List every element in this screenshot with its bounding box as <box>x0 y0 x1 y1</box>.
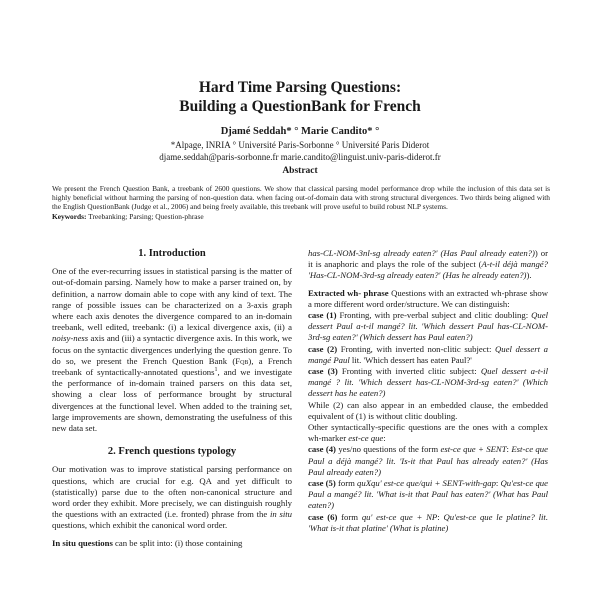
case-5-label: case (5) <box>308 478 336 489</box>
intro-text-d: , and we investigate the performance of in-domain trained parsers on this data set, showing a clear loss of performance brought by structural divergences at the functional level. When added to the training set, large improvements are shown, demonstrating the usefulness of this new data set. <box>52 367 293 434</box>
case-3 <box>308 366 548 400</box>
case-5 <box>308 478 548 512</box>
case-4 <box>308 444 548 478</box>
top-text-c: A-t-il déjà mangé? 'Has-CL-NOM-3rd-sg already eaten?' (Has he already eaten?) <box>308 259 548 281</box>
extracted-paragraph <box>308 288 548 310</box>
embed-paragraph: While (2) can also appear in an embedded clause, the embedded equivalent of (1) is without clitic doubling. <box>308 399 548 421</box>
extracted-label: Extracted wh- phrase <box>308 287 389 298</box>
case-1-text-b: Quel dessert Paul a-t-il mangé? lit. 'Which dessert Paul has-CL-NOM-3rd-sg eaten?' (Which dessert has Paul eaten?) <box>308 310 548 343</box>
typology-text-b: questions, which exhibit the canonical word order. <box>52 520 228 531</box>
case-6 <box>308 512 548 534</box>
authors: Djamé Seddah* ° Marie Candito* ° <box>220 126 380 137</box>
intro-heading: 1. Introduction <box>138 248 206 259</box>
right-top-paragraph <box>308 248 548 282</box>
case-4-text-c: : <box>506 444 512 455</box>
keywords-label: Keywords: <box>52 211 87 221</box>
case-3-text-b: Quel dessert a-t-il mangé ? lit. 'Which dessert has-CL-NOM-3rd-sg eaten?' (Which dessert has he eaten?) <box>308 366 548 399</box>
case-5-text-a: form <box>335 478 358 489</box>
abstract-text: We present the French Question Bank, a treebank of 2600 questions. We show that classical parsing model performance drop while the inclusion of this data set is highly beneficial without harming the parsing of non-question data. when facing out-of-domain data with strong structural divergences. Two thirds being aligned with the English QuestionBank (Judge et al., 2006) and being freely available, this treebank will prove useful to build robust NLP systems. <box>52 184 550 212</box>
case-2-text-a: Fronting, with inverted non-clitic subject: <box>337 343 495 354</box>
case-2-label: case (2) <box>308 343 338 354</box>
keywords <box>52 212 550 221</box>
case-2-text-c: lit. 'Which dessert has eaten Paul?' <box>349 354 472 365</box>
case-3-label: case (3) <box>308 366 338 377</box>
insitu-text: can be split into: (i) those containing <box>112 537 243 548</box>
case-1-text-a: Fronting, with pre-verbal subject and clitic doubling: <box>336 310 532 321</box>
left-column <box>52 248 292 549</box>
case-6-text-b: qu' est-ce que + NP <box>361 511 438 522</box>
intro-paragraph <box>52 266 292 434</box>
right-column <box>308 248 548 534</box>
extracted-text: Questions with an extracted wh-phrase show a more different word order/structure. We can distinguish: <box>308 287 548 309</box>
case-4-text-b: est-ce que + SENT <box>440 444 507 455</box>
typology-heading: 2. French questions typology <box>107 446 237 458</box>
case-1 <box>308 310 548 344</box>
paper-title-line-2: Building a QuestionBank for French <box>179 98 421 115</box>
abstract <box>52 184 550 221</box>
intro-noisy: noisy-ness <box>52 333 89 344</box>
other-text-c: : <box>383 433 386 444</box>
case-1-label: case (1) <box>308 310 337 321</box>
insitu-paragraph <box>52 538 292 549</box>
paper-title-line-1: Hard Time Parsing Questions: <box>198 79 402 96</box>
typology-insitu: in situ <box>269 509 292 520</box>
case-5-text-c: : <box>495 478 501 489</box>
intro-text-b: axis and (iii) a syntactic divergence axis. In this work, we focus on the syntactic divergences underlying the question genre. To do so, we present the French Question Bank (F <box>52 333 292 366</box>
other-paragraph <box>308 422 548 444</box>
top-text-a: has-CL-NOM-3nl-sg already eaten?' (Has Paul already eaten?) <box>308 248 535 258</box>
case-4-label: case (4) <box>308 444 336 455</box>
case-6-text-a: form <box>337 511 362 522</box>
case-2 <box>308 344 548 366</box>
case-4-text-d: Est-ce que Paul a déjà mangé? lit. 'Is-it that Paul has already eaten?' (Has Paul already eaten?) <box>308 444 548 477</box>
top-text-b: ) or it is anaphoric and plays the role of the subject ( <box>308 248 548 270</box>
typology-text-a: Our motivation was to improve statistical parsing performance on questions, which are crucial for e.g. QA and yet difficult to (statistically) parse due to the often non-canonical structure and word order they exhibit. More precisely, we can distinguish roughly the questions with an extracted (i.e. fronted) phrase from the <box>52 464 292 520</box>
affiliations: *Alpage, INRIA ° Université Paris-Sorbonne ° Université Paris Diderot <box>170 140 430 150</box>
case-5-text-d: Qu'est-ce que Paul a mangé? lit. 'What is-it that Paul has eaten?' (What has Paul eaten?) <box>308 478 548 511</box>
intro-text-c: ), a French treebank of syntactically-annotated questions <box>52 355 292 378</box>
case-6-text-d: Qu'est-ce que le platine? lit. 'What is-it that platine' (What is platine) <box>308 511 549 533</box>
case-6-label: case (6) <box>308 511 338 522</box>
case-5-text-b: quXqu' est-ce que/qui + SENT-with-gap <box>357 478 496 489</box>
case-2-text-b: Quel dessert a mangé Paul <box>308 343 548 365</box>
top-text-d: ). <box>526 270 532 281</box>
other-text-a: Other syntactically-specific questions are the ones with a complex wh-marker <box>308 422 548 444</box>
case-6-text-c: : <box>437 511 444 522</box>
typology-paragraph <box>52 464 292 531</box>
case-3-text-a: Fronting with inverted clitic subject: <box>337 366 481 377</box>
intro-text-a: One of the ever-recurring issues in statistical parsing is the matter of out-of-domain parsing. Namely how to make a parser trained on, by definition, a narrow domain able to cope with any kind of text. The range of possible issues can be characterized on a 3-axis graph where each axis denotes the divergence compared to an in-domain treebank, well edited, treebank: (i) a lexical divergence axis, (ii) a <box>52 266 292 333</box>
footnote-marker: 1 <box>214 367 218 374</box>
insitu-label: In situ questions <box>52 537 113 548</box>
intro-fqb: qb <box>240 355 249 366</box>
abstract-heading: Abstract <box>282 166 318 176</box>
keywords-text: Treebanking; Parsing; Question-phrase <box>88 211 204 221</box>
case-4-text-a: yes/no questions of the form <box>335 444 441 455</box>
emails: djame.seddah@paris-sorbonne.fr marie.candito@linguist.univ-paris-diderot.fr <box>159 152 441 162</box>
other-text-b: est-ce que <box>348 433 384 444</box>
